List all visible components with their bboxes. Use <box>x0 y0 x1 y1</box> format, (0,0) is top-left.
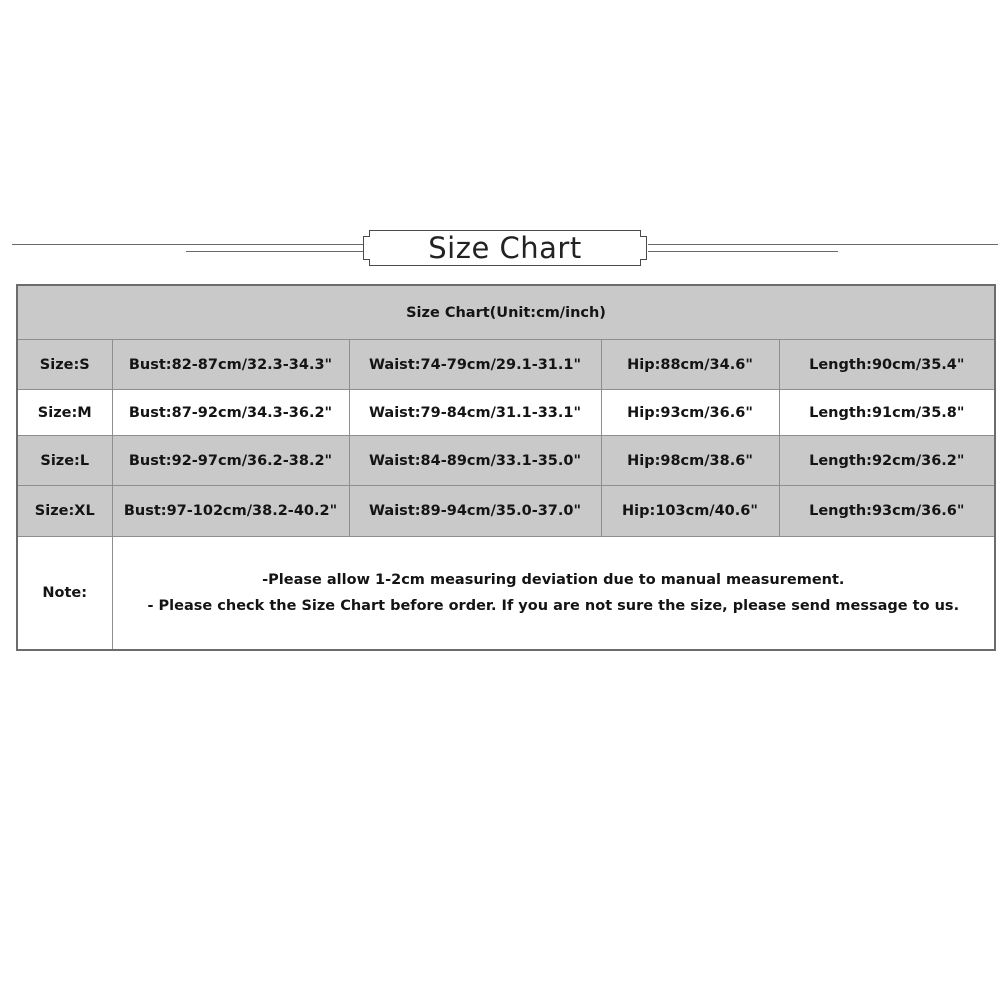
note-line: - Please check the Size Chart before order. If you are not sure the size, please send message to us. <box>147 598 960 614</box>
banner-corner <box>640 230 647 237</box>
banner-rule-left-inner <box>186 251 364 252</box>
page-title: Size Chart <box>428 231 582 265</box>
waist-cell: Waist:84-89cm/33.1-35.0" <box>349 436 601 486</box>
banner-corner <box>640 259 647 266</box>
table-row <box>17 340 995 390</box>
table-header: Size Chart(Unit:cm/inch) <box>17 285 995 340</box>
length-cell: Length:90cm/35.4" <box>779 340 995 390</box>
banner-rule-right-inner <box>648 251 838 252</box>
banner-rule-right <box>648 244 998 245</box>
size-cell: Size:XL <box>17 486 112 537</box>
note-line: -Please allow 1-2cm measuring deviation due to manual measurement. <box>262 572 845 588</box>
length-cell: Length:93cm/36.6" <box>779 486 995 537</box>
waist-cell: Waist:79-84cm/31.1-33.1" <box>349 390 601 436</box>
hip-cell: Hip:88cm/34.6" <box>601 340 779 390</box>
hip-cell: Hip:93cm/36.6" <box>601 390 779 436</box>
hip-cell: Hip:98cm/38.6" <box>601 436 779 486</box>
note-content <box>112 537 995 651</box>
size-cell: Size:L <box>17 436 112 486</box>
waist-cell: Waist:74-79cm/29.1-31.1" <box>349 340 601 390</box>
table-row <box>17 436 995 486</box>
length-cell: Length:92cm/36.2" <box>779 436 995 486</box>
size-chart-table <box>16 284 996 651</box>
bust-cell: Bust:92-97cm/36.2-38.2" <box>112 436 349 486</box>
banner-rule-left <box>12 244 364 245</box>
bust-cell: Bust:87-92cm/34.3-36.2" <box>112 390 349 436</box>
note-label: Note: <box>17 537 112 651</box>
banner-corner <box>363 230 370 237</box>
bust-cell: Bust:82-87cm/32.3-34.3" <box>112 340 349 390</box>
title-banner <box>363 230 647 266</box>
size-cell: Size:M <box>17 390 112 436</box>
table-header-row <box>17 285 995 340</box>
bust-cell: Bust:97-102cm/38.2-40.2" <box>112 486 349 537</box>
table-row <box>17 486 995 537</box>
hip-cell: Hip:103cm/40.6" <box>601 486 779 537</box>
banner-corner <box>363 259 370 266</box>
table-row <box>17 390 995 436</box>
note-row <box>17 537 995 651</box>
waist-cell: Waist:89-94cm/35.0-37.0" <box>349 486 601 537</box>
length-cell: Length:91cm/35.8" <box>779 390 995 436</box>
size-cell: Size:S <box>17 340 112 390</box>
